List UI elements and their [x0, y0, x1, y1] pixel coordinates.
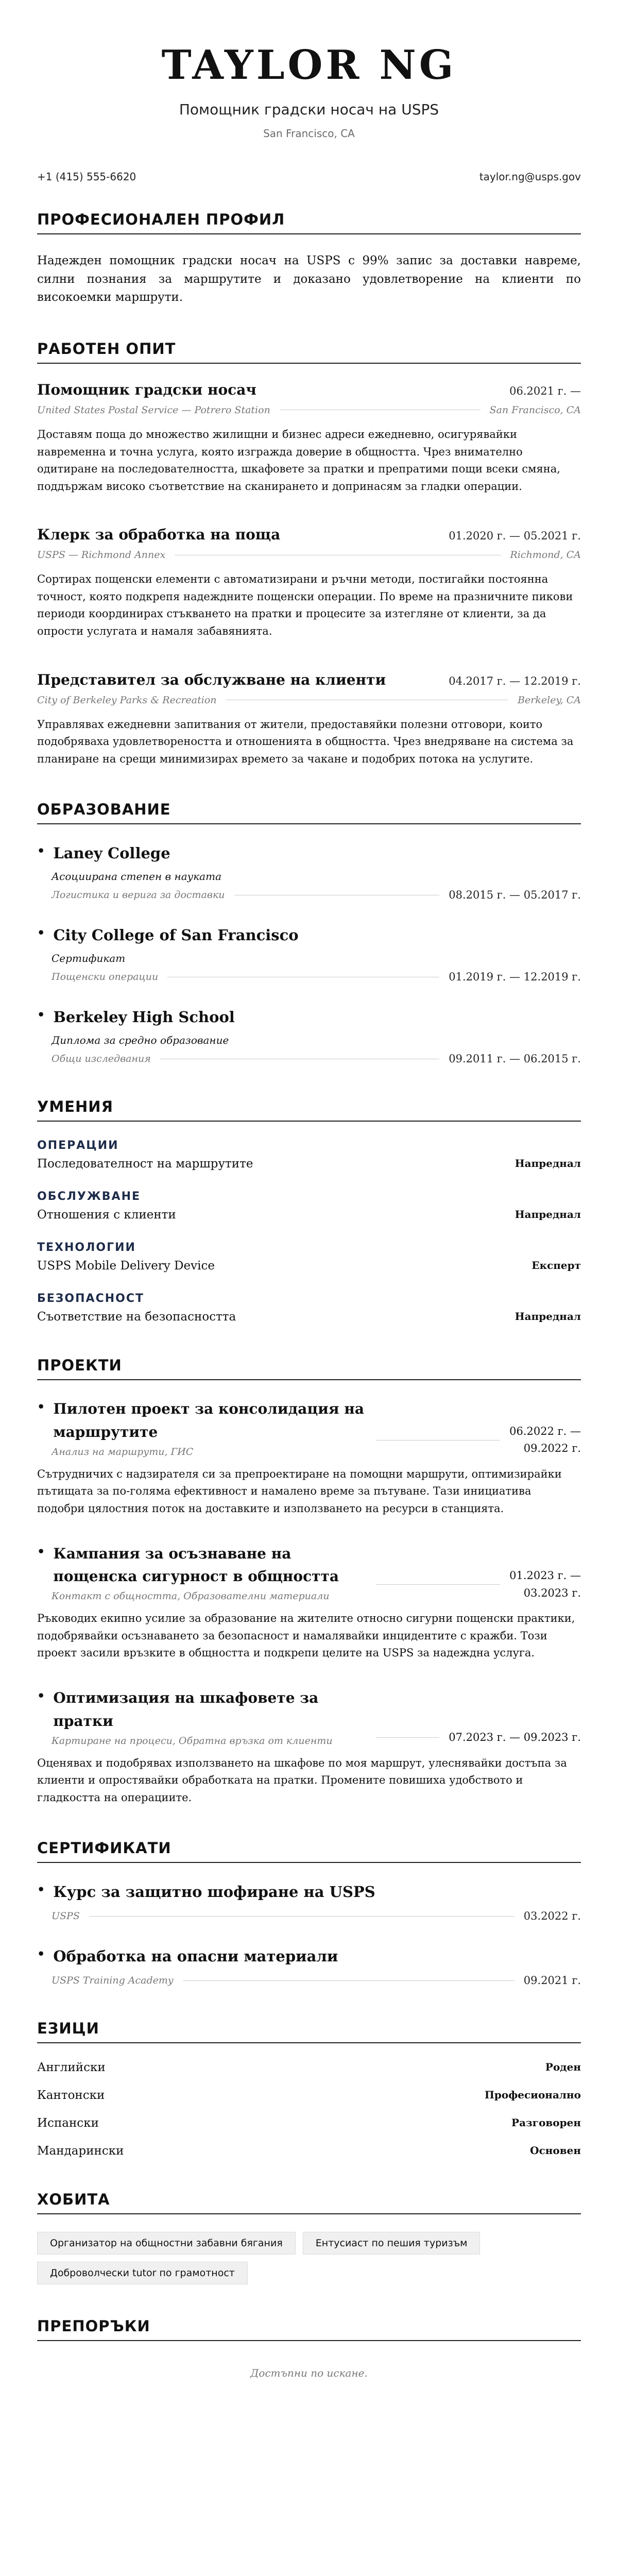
- skill-group: [37, 1139, 581, 1171]
- project-dates: [449, 1729, 581, 1747]
- section-hobbies: [37, 2191, 581, 2284]
- phone-number[interactable]: +1 (415) 555-6620: [37, 171, 136, 183]
- education-entry: [37, 924, 581, 983]
- job-title: Клерк за обработка на поща: [37, 526, 281, 544]
- section-skills: [37, 1098, 581, 1324]
- section-education: [37, 801, 581, 1065]
- bullet-icon: •: [37, 1946, 45, 1962]
- job-location: San Francisco, CA: [489, 404, 581, 416]
- skill-level: Напреднал: [514, 1310, 581, 1323]
- job-location: Richmond, CA: [510, 549, 581, 561]
- certificate-entry: [37, 1945, 581, 1987]
- school-name: City College of San Francisco: [53, 926, 299, 944]
- section-references: [37, 2317, 581, 2379]
- language-row: [37, 2089, 581, 2102]
- certificate-date: 09.2021 г.: [523, 1974, 581, 1987]
- project-date-end: 09.2022 г.: [523, 1442, 581, 1455]
- degree: Сертификат: [52, 952, 126, 965]
- section-title: ПРЕПОРЪКИ: [37, 2317, 581, 2341]
- language-row: [37, 2144, 581, 2158]
- section-projects: [37, 1357, 581, 1806]
- project-description: Сътрудничих с надзирателя си за препроектиране на помощни маршрути, оптимизирайки пътищата за по-голяма ефективност и намалено време за пътуване. Тази инициатива подобри цялостния поток на доставките и използването на ресурси в станцията.: [37, 1467, 562, 1515]
- field-of-study: Пощенски операции: [52, 971, 159, 983]
- certificate-issuer: USPS: [52, 1910, 80, 1922]
- project-entry: [37, 1398, 581, 1517]
- bullet-icon: •: [37, 1007, 45, 1023]
- job-employer: United States Postal Service — Potrero Station: [37, 404, 270, 416]
- project-description: Оценявах и подобрявах използването на шкафове по моя маршрут, улеснявайки достъпа за клиенти и опростявайки обработката на пратки. Промените повишиха удобството и гладкостта на операциите.: [37, 1756, 567, 1804]
- references-note: Достъпни по искане.: [250, 2367, 368, 2380]
- job-title: Представител за обслужване на клиенти: [37, 671, 386, 688]
- degree: Асоциирана степен в науката: [52, 870, 221, 883]
- leader-line: [376, 1737, 439, 1738]
- skill-level: Напреднал: [514, 1157, 581, 1170]
- job-employer: City of Berkeley Parks & Recreation: [37, 694, 217, 706]
- project-name: Кампания за осъзнаване на пощенска сигурност в общността: [53, 1545, 339, 1585]
- language-row: [37, 2116, 581, 2130]
- language-level: Роден: [545, 2061, 581, 2074]
- skill-group: [37, 1190, 581, 1222]
- school-name: Berkeley High School: [53, 1008, 235, 1026]
- project-meta: Контакт с общността, Образователни материали: [52, 1590, 330, 1602]
- hobby-tag: Ентусиаст по пешия туризъм: [303, 2232, 480, 2255]
- skill-category: БЕЗОПАСНОСТ: [37, 1292, 144, 1306]
- section-title: ОБРАЗОВАНИЕ: [37, 801, 581, 824]
- leader-line: [183, 1980, 514, 1981]
- language-name: Мандарински: [37, 2144, 124, 2158]
- project-dates: [509, 1567, 581, 1602]
- project-date-start: 01.2023 г. —: [509, 1569, 581, 1582]
- section-title: ПРОЕКТИ: [37, 1357, 581, 1380]
- section-title: СЕРТИФИКАТИ: [37, 1839, 581, 1863]
- certificate-name: Курс за защитно шофиране на USPS: [53, 1883, 375, 1901]
- project-name: Оптимизация на шкафовете за пратки: [53, 1689, 319, 1730]
- section-title: ПРОФЕСИОНАЛЕН ПРОФИЛ: [37, 211, 581, 234]
- leader-line: [89, 1916, 514, 1917]
- job-dates: 04.2017 г. — 12.2019 г.: [449, 674, 581, 687]
- job-entry: [37, 671, 581, 768]
- project-date-start: 06.2022 г. —: [509, 1425, 581, 1437]
- job-description: Управлявах ежедневни запитвания от жители, предоставяйки полезни отговори, които подобряваха удовлетвореността и отношенията в общността. Чрез внедряване на система за планиране на срещи минимизирах времето за чакане и подобрих потока на услугите.: [37, 718, 574, 765]
- job-location: Berkeley, CA: [518, 694, 581, 706]
- skill-category: ТЕХНОЛОГИИ: [37, 1241, 136, 1255]
- language-name: Английски: [37, 2061, 106, 2075]
- profile-summary: Надежден помощник градски носач на USPS с 99% запис за доставки навреме, силни познания за маршрутите и доказано удовлетворение на клиенти по високоемки маршрути.: [37, 254, 581, 304]
- candidate-location: San Francisco, CA: [263, 127, 355, 140]
- skill-group: [37, 1292, 581, 1324]
- skill-name: Съответствие на безопасността: [37, 1310, 236, 1324]
- education-entry: [37, 842, 581, 901]
- degree: Диплома за средно образование: [52, 1034, 229, 1047]
- job-description: Доставям поща до множество жилищни и бизнес адреси ежедневно, осигурявайки навременна и точна услуга, която изгражда доверие в общността. Чрез внимателно одитиране на последователността, шкафовете за пратки и препратими пощи всеки смяна, поддържам високо съответствие на сканирането и допринасям за гладки операции.: [37, 428, 560, 493]
- certificate-name: Обработка на опасни материали: [53, 1947, 338, 1965]
- language-name: Испански: [37, 2116, 99, 2130]
- language-level: Професионално: [484, 2089, 581, 2102]
- skill-level: Експерт: [531, 1259, 581, 1272]
- field-of-study: Логистика и верига за доставки: [52, 889, 225, 901]
- job-entry: [37, 381, 581, 495]
- hobby-tags: [37, 2232, 581, 2284]
- bullet-icon: •: [37, 1399, 45, 1415]
- education-dates: 08.2015 г. — 05.2017 г.: [449, 889, 581, 902]
- job-title: Помощник градски носач: [37, 381, 256, 398]
- bullet-icon: •: [37, 925, 45, 941]
- project-description: Ръководих екипно усилие за образование на жителите относно сигурни пощенски практики, подобрявайки осъзнаването за безопасност и намалявайки инцидентите с кражби. Този проект засили връзките в общността и подкрепи целите на USPS за надеждна услуга.: [37, 1612, 575, 1659]
- project-meta: Анализ на маршрути, ГИС: [52, 1446, 194, 1458]
- email-address[interactable]: taylor.ng@usps.gov: [479, 171, 581, 183]
- education-dates: 09.2011 г. — 06.2015 г.: [449, 1053, 581, 1065]
- project-date-end: 03.2023 г.: [523, 1586, 581, 1599]
- job-employer: USPS — Richmond Annex: [37, 549, 166, 561]
- bullet-icon: •: [37, 843, 45, 859]
- section-profile: [37, 211, 581, 307]
- section-title: РАБОТЕН ОПИТ: [37, 340, 581, 364]
- language-level: Разговорен: [511, 2116, 581, 2129]
- skill-category: ОПЕРАЦИИ: [37, 1139, 119, 1153]
- section-languages: [37, 2020, 581, 2158]
- skill-name: Последователност на маршрутите: [37, 1157, 253, 1171]
- project-name: Пилотен проект за консолидация на маршрутите: [53, 1400, 364, 1441]
- skill-category: ОБСЛУЖВАНЕ: [37, 1190, 141, 1204]
- section-title: УМЕНИЯ: [37, 1098, 581, 1122]
- candidate-name: TAYLOR NG: [161, 42, 457, 89]
- field-of-study: Общи изследвания: [52, 1053, 151, 1065]
- contact-row: [37, 171, 581, 183]
- resume-header: [37, 42, 581, 140]
- bullet-icon: •: [37, 1688, 45, 1704]
- skill-group: [37, 1241, 581, 1273]
- language-level: Основен: [530, 2144, 581, 2157]
- leader-line: [376, 1584, 500, 1585]
- section-experience: [37, 340, 581, 768]
- education-dates: 01.2019 г. — 12.2019 г.: [449, 971, 581, 984]
- skill-level: Напреднал: [514, 1208, 581, 1221]
- job-entry: [37, 526, 581, 640]
- project-dates: [509, 1423, 581, 1458]
- bullet-icon: •: [37, 1544, 45, 1559]
- section-certificates: [37, 1839, 581, 1987]
- hobby-tag: Доброволчески tutor по грамотност: [37, 2262, 248, 2284]
- section-title: ХОБИТА: [37, 2191, 581, 2214]
- job-dates: 06.2021 г. —: [509, 384, 581, 397]
- certificate-issuer: USPS Training Academy: [52, 1975, 174, 1987]
- project-entry: [37, 1687, 581, 1806]
- school-name: Laney College: [53, 844, 170, 862]
- hobby-tag: Организатор на общностни забавни бягания: [37, 2232, 296, 2255]
- skill-name: Отношения с клиенти: [37, 1208, 176, 1222]
- skill-name: USPS Mobile Delivery Device: [37, 1259, 215, 1273]
- education-entry: [37, 1006, 581, 1065]
- certificate-date: 03.2022 г.: [523, 1910, 581, 1923]
- job-dates: 01.2020 г. — 05.2021 г.: [449, 530, 581, 543]
- language-name: Кантонски: [37, 2089, 105, 2103]
- section-title: ЕЗИЦИ: [37, 2020, 581, 2043]
- certificate-entry: [37, 1880, 581, 1922]
- bullet-icon: •: [37, 1882, 45, 1897]
- project-date-start: 07.2023 г. — 09.2023 г.: [449, 1731, 581, 1744]
- project-entry: [37, 1543, 581, 1662]
- candidate-title: Помощник градски носач на USPS: [179, 101, 439, 118]
- project-meta: Картиране на процеси, Обратна връзка от клиенти: [52, 1735, 333, 1747]
- language-row: [37, 2061, 581, 2074]
- job-description: Сортирах пощенски елементи с автоматизирани и ръчни методи, постигайки постоянна точност, която подкрепя надеждните пощенски операции. По време на празничните пикови периоди координирах стъкването на пратки и процесите за изтегляне от клиенти, за да опрости услугата и намаля забавянията.: [37, 573, 573, 638]
